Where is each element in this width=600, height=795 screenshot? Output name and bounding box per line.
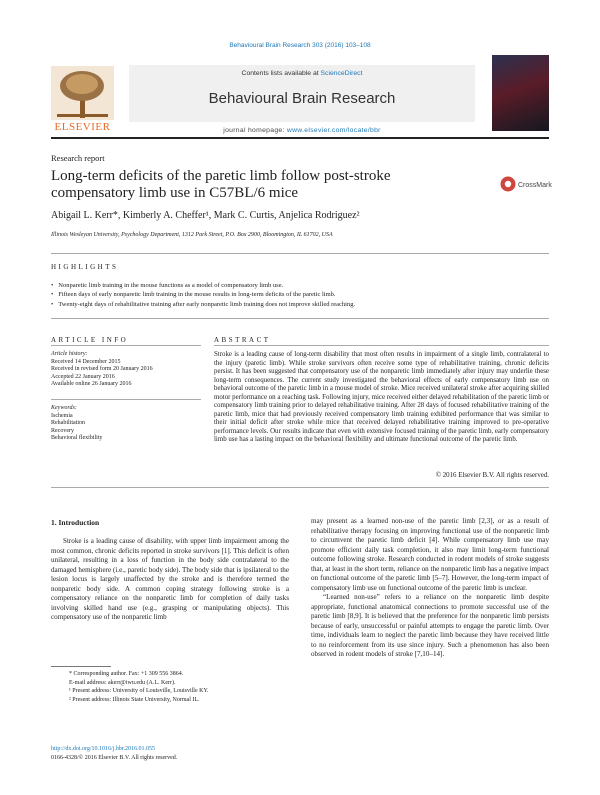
- footnotes: [51, 670, 301, 705]
- highlights-list: [51, 281, 549, 309]
- intro-column-right: [311, 517, 549, 660]
- sciencedirect-link[interactable]: ScienceDirect: [320, 70, 363, 77]
- keywords-label: Keywords:: [51, 405, 77, 411]
- elsevier-tree-logo: [51, 66, 114, 120]
- intro-paragraph: “Learned non-use” refers to a reliance on the nonparetic limb despite appropriate, functional anatomical connections to promote successful use of the paretic limb [8,9]. It is believed that the preference for the nonparetic limb persists because of early, unsuccessful or painful attempts to engage the paretic limb. Over time, individuals learn to neglect the paretic limb because they have received little to no reinforcement from its use since injury. Such a phenomenon has also been observed in rodent models of stroke [7,10–14].: [311, 593, 549, 658]
- history-item: Available online 26 January 2016: [51, 381, 132, 388]
- footnote-rule: [51, 666, 111, 667]
- abstract-rule: [214, 345, 549, 346]
- article-title: Long-term deficits of the paretic limb follow post-stroke compensatory limb use in C57BL/6 mice: [51, 168, 391, 201]
- article-history: [51, 351, 201, 389]
- highlight-item: • Twenty-eight days of rehabilitative training after early nonparetic limb training does not improve skilled reaching.: [51, 300, 549, 309]
- highlights-divider-bottom: [51, 318, 549, 319]
- issn-line: 0166-4328/© 2016 Elsevier B.V. All rights reserved.: [51, 754, 178, 761]
- elsevier-wordmark: ELSEVIER: [54, 121, 111, 133]
- history-item: Accepted 22 January 2016: [51, 373, 115, 380]
- crossmark-label: CrossMark: [518, 182, 552, 189]
- highlights-divider-top: [51, 253, 549, 254]
- keyword-item: Recovery: [51, 427, 74, 434]
- contents-line: [129, 70, 475, 77]
- abstract-copyright: © 2016 Elsevier B.V. All rights reserved.: [435, 472, 549, 479]
- history-item: Received in revised form 20 January 2016: [51, 366, 153, 373]
- journal-homepage: [129, 127, 475, 134]
- keywords: [51, 405, 201, 443]
- journal-reference[interactable]: Behavioural Brain Research 303 (2016) 103–108: [229, 42, 371, 49]
- keyword-item: Behavioral flexibility: [51, 435, 103, 442]
- keyword-item: Rehabilitation: [51, 420, 85, 427]
- footnote: * Corresponding author. Fax: +1 309 556 3864.: [69, 671, 184, 677]
- intro-column-left: Stroke is a leading cause of disability, with upper limb impairment among the most common, chronic deficits reported in stroke survivors [1]. This deficit is often unilateral, resulting in a loss of function in the body side contralateral to the damaged hemisphere (i.e., paretic body side). The body side that is ipsilateral to the lesion locus is largely unaffected by the stroke and is therefore termed the nonparetic body side. A common coping strategy following stroke is a compensatory reliance on the nonparetic limb for completion of daily tasks involving skilled hand use (e.g., grasping or manipulating objects). This compensatory use of the nonparetic limb: [51, 537, 289, 621]
- article-info-heading: ARTICLE INFO: [51, 336, 129, 344]
- homepage-link[interactable]: www.elsevier.com/locate/bbr: [286, 127, 381, 134]
- journal-title: Behavioural Brain Research: [208, 90, 396, 107]
- highlight-item: • Nonparetic limb training in the mouse functions as a model of compensatory limb use.: [51, 281, 549, 290]
- journal-cover-image: [492, 55, 549, 131]
- abstract-text: Stroke is a leading cause of long-term disability that most often results in impairment of a single limb, contralateral to the injury (paretic limb). While stroke survivors often receive some type of rehabilitative training, chronic deficits persist. It has been suggested that compensatory use of the nonparetic limb immediately after injury may underlie these long-term consequences. The current study investigated the behavioral effects of early compensatory limb use on behavioral outcome of the paretic limb in a mouse model of stroke. Mice received unilateral stroke after acquiring skilled motor performance on a reaching task. Following injury, mice received either delayed rehabilitation of the paretic limb or compensatory limb training prior to delayed rehabilitative training. After 28 days of focused rehabilitative training of the paretic limb, mice that had previously received compensatory limb training exhibited performance that was similar to their initial deficit after stroke while mice that received delayed rehabilitative training improved to pre-operative performance levels. Our results indicate that even with extensive focused training of the paretic limb, early compensatory limb use has a lasting impact on the behavioral flexibility and ultimate functional outcome of the paretic limb.: [214, 351, 549, 444]
- history-label: Article history:: [51, 351, 88, 357]
- intro-paragraph: may present as a learned non-use of the paretic limb [2,3], or as a result of rehabilitative therapy focusing on improving functional use of the nonparetic limb to circumvent the paretic limb deficit [4]. While compensatory limb use may promote efficient daily task completion, it also may limit long-term functional outcome following stroke. Research conducted in rodent models of stroke suggests that, at least in the short term, reliance on the nonparetic limb has a negative impact on functional outcome of the paretic limb [5–7]. However, the long-term impact of compensatory limb use on functional outcome of the paretic limb is unclear.: [311, 517, 549, 592]
- crossmark-icon[interactable]: [500, 175, 552, 193]
- article-info-rule: [51, 345, 201, 346]
- abstract-heading: ABSTRACT: [214, 336, 271, 344]
- contents-prefix: Contents lists available at: [241, 70, 321, 77]
- abstract-divider-bottom: [51, 487, 549, 488]
- footnote: ² Present address: Illinois State University, Normal IL.: [69, 697, 200, 704]
- header-divider: [51, 137, 549, 139]
- doi-link[interactable]: http://dx.doi.org/10.1016/j.bbr.2016.01.055: [51, 746, 156, 752]
- footnote: ¹ Present address: University of Louisville, Louisville KY.: [69, 688, 209, 695]
- homepage-prefix: journal homepage:: [223, 127, 287, 134]
- article-type: Research report: [51, 153, 105, 163]
- affiliation: Illinois Wesleyan University, Psychology Department, 1312 Park Street, P.O. Box 2900, Bloomington, IL 61702, USA: [51, 232, 333, 238]
- keywords-rule: [51, 399, 201, 400]
- keyword-item: Ischemia: [51, 412, 73, 419]
- publication-info: [51, 745, 301, 762]
- footnote: E-mail address: akerr@iwu.edu (A.L. Kerr).: [69, 679, 176, 686]
- highlights-heading: HIGHLIGHTS: [51, 263, 119, 271]
- author-list: Abigail L. Kerr*, Kimberly A. Cheffer¹, Mark C. Curtis, Anjelica Rodriguez²: [51, 210, 360, 221]
- introduction-heading: 1. Introduction: [51, 518, 100, 527]
- highlight-item: • Fifteen days of early nonparetic limb training in the mouse results in long-term deficits of the paretic limb.: [51, 290, 549, 299]
- history-item: Received 14 December 2015: [51, 358, 121, 365]
